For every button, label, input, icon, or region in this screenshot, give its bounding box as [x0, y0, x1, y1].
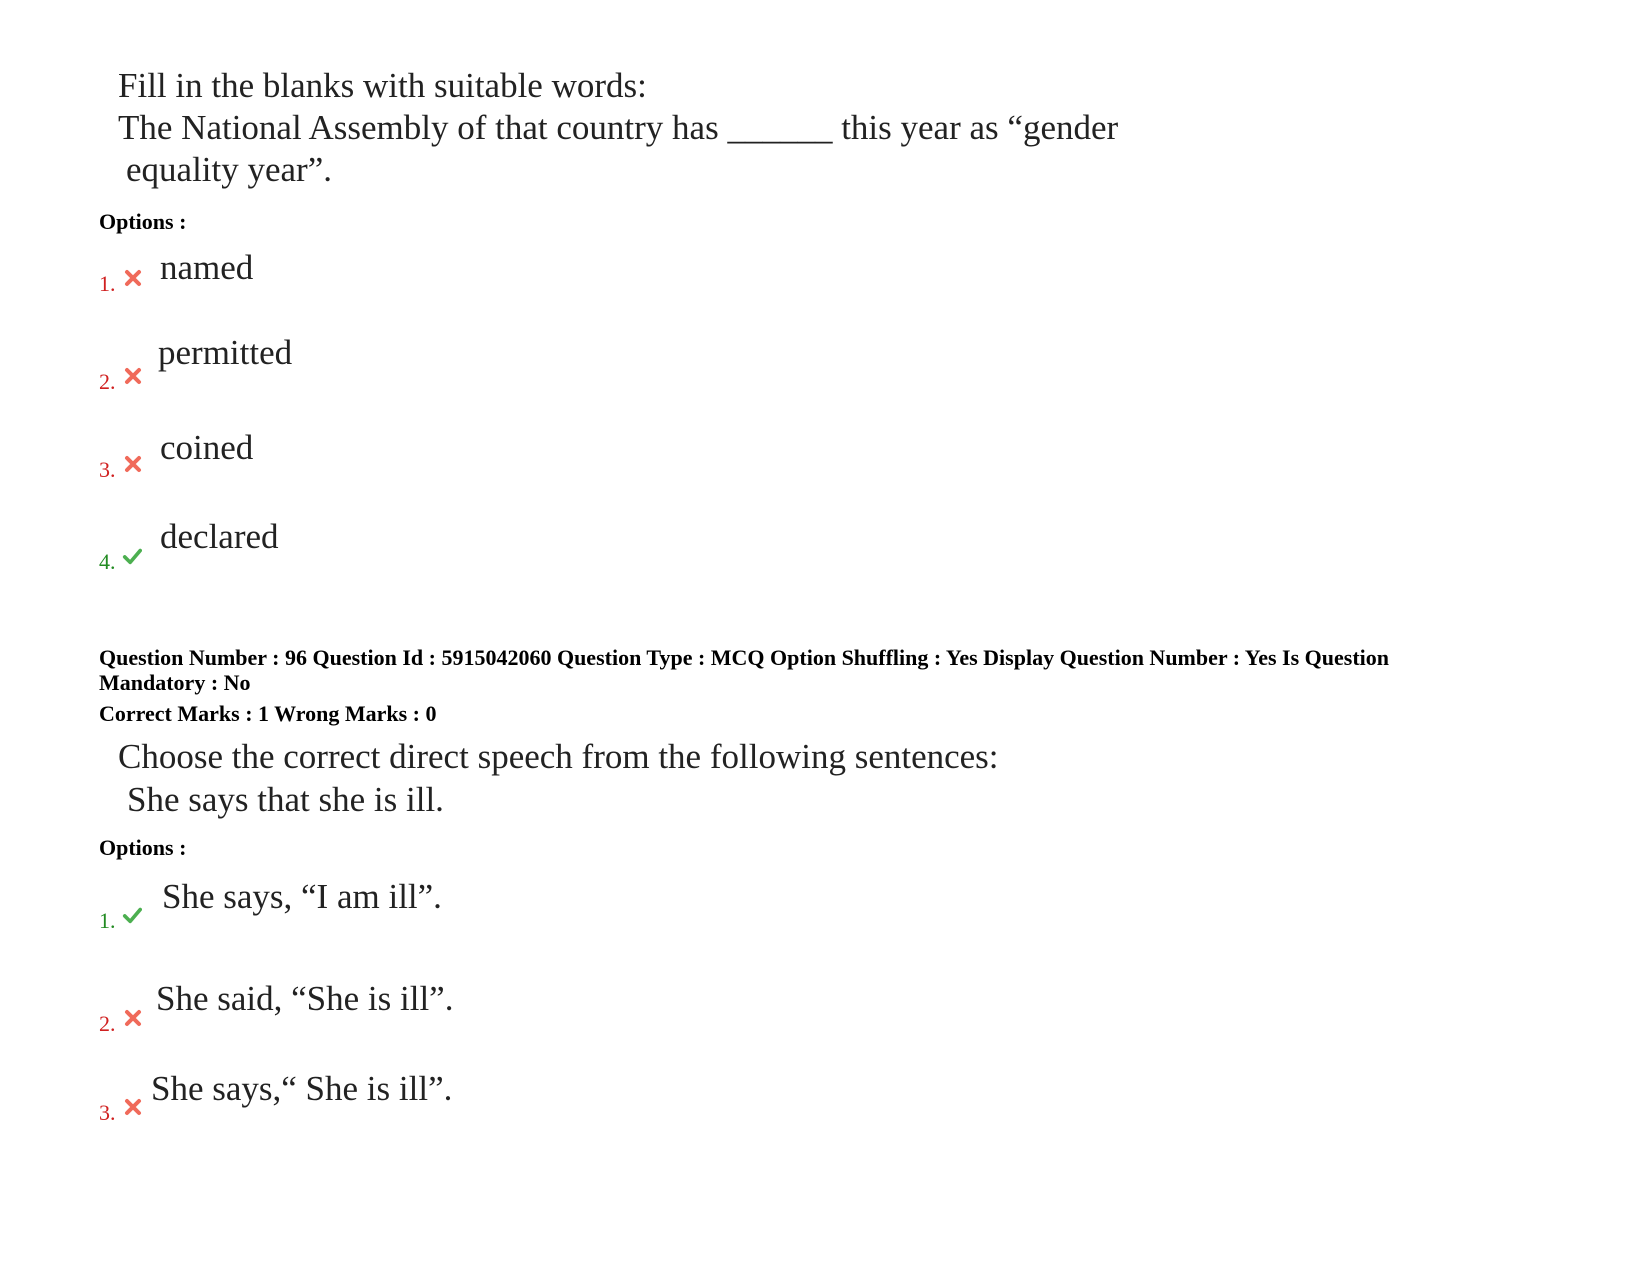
check-icon — [122, 905, 142, 925]
cross-icon — [123, 1097, 143, 1117]
question-text-line: She says that she is ill. — [127, 780, 444, 819]
option-text: She says, “I am ill”. — [162, 877, 442, 916]
option-number: 1. — [99, 271, 116, 296]
option-text: permitted — [158, 333, 293, 372]
option-number: 2. — [99, 1011, 116, 1036]
option-text: She said, “She is ill”. — [156, 979, 454, 1018]
cross-icon — [123, 1008, 143, 1028]
question-meta: Mandatory : No — [99, 670, 251, 695]
cross-icon — [123, 366, 143, 386]
question-text-line: Fill in the blanks with suitable words: — [118, 66, 647, 105]
option-text: coined — [160, 428, 254, 467]
cross-icon — [123, 268, 143, 288]
option-text: named — [160, 248, 254, 287]
option-number: 1. — [99, 908, 116, 933]
question-text-line: equality year”. — [126, 150, 333, 189]
question-text-line: Choose the correct direct speech from the following sentences: — [118, 737, 999, 776]
check-icon — [122, 546, 142, 566]
option-number: 4. — [99, 549, 116, 574]
option-text: She says,“ She is ill”. — [151, 1069, 453, 1108]
cross-icon — [123, 454, 143, 474]
options-label: Options : — [99, 209, 187, 234]
option-number: 3. — [99, 457, 116, 482]
question-text-line: The National Assembly of that country has ______ this year as “gender — [118, 108, 1119, 147]
option-number: 2. — [99, 369, 116, 394]
question-meta: Question Number : 96 Question Id : 5915042060 Question Type : MCQ Option Shuffling : Yes Display Question Number : Yes Is Question — [99, 645, 1389, 670]
options-label: Options : — [99, 835, 187, 860]
option-text: declared — [160, 517, 279, 556]
question-marks: Correct Marks : 1 Wrong Marks : 0 — [99, 701, 437, 726]
option-number: 3. — [99, 1100, 116, 1125]
